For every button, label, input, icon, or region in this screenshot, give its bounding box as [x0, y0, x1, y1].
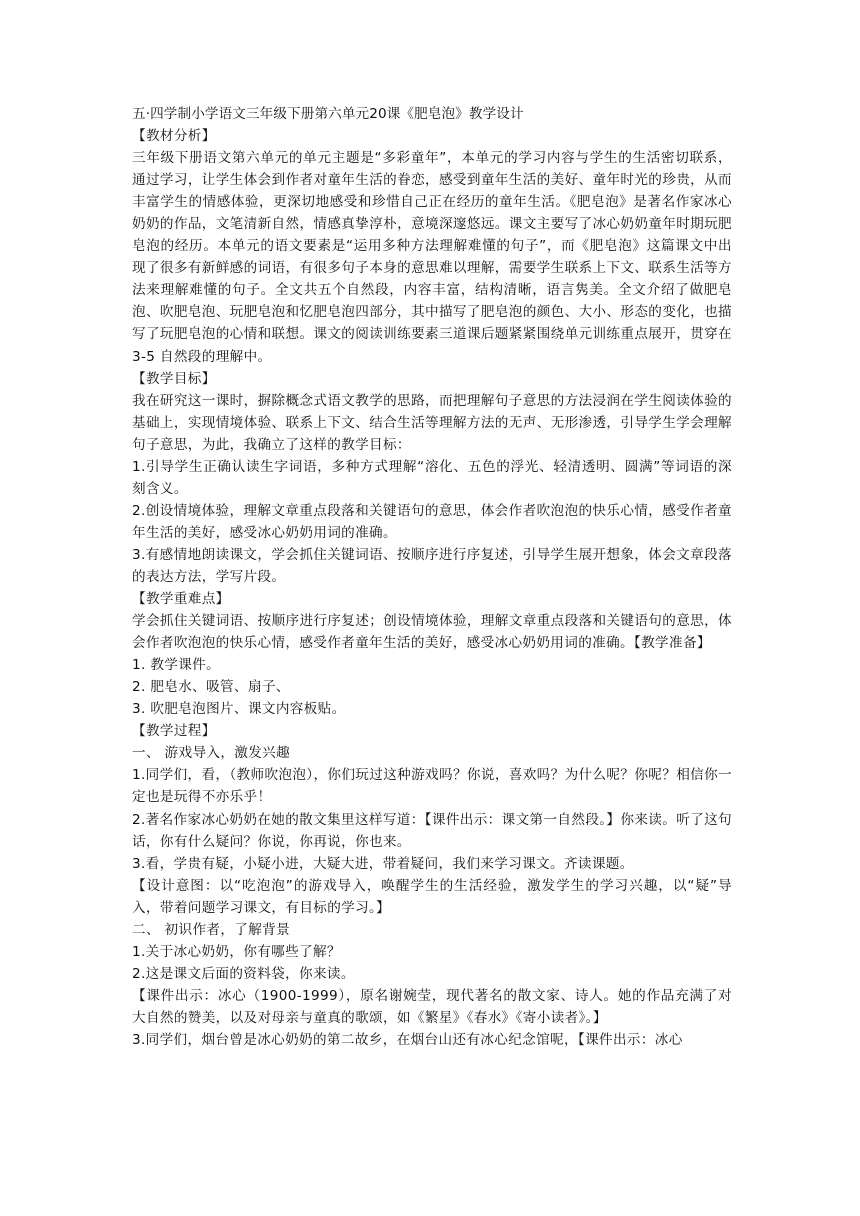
document-body: [132, 103, 732, 1051]
design-intent-1: 【设计意图：以“吃泡泡”的游戏导入，唤醒学生的生活经验，激发学生的学习兴趣，以“疑”导入，带着问题学习课文，有目标的学习。】: [132, 877, 732, 916]
process-step-1-item-2: 2.著名作家冰心奶奶在她的散文集里这样写道：【课件出示：课文第一自然段。】你来读。听了这句话，你有什么疑问？你说，你再说，你也来。: [132, 811, 732, 850]
goal-item-1: 1.引导学生正确认读生字词语，多种方式理解“溶化、五色的浮光、轻清透明、圆满”等词语的深刻含义。: [132, 458, 732, 497]
section-heading-teaching-goals: 【教学目标】: [132, 370, 216, 387]
courseware-bingxin-bio: 【课件出示：冰心（1900-1999），原名谢婉莹，现代著名的散文家、诗人。她的作品充满了对大自然的赞美，以及对母亲与童真的歌颂，如《繁星》《春水》《寄小读者》。】: [132, 987, 732, 1026]
process-step-2-item-1: 1.关于冰心奶奶，你有哪些了解？: [132, 943, 341, 960]
paragraph-material-analysis: 三年级下册语文第六单元的单元主题是“多彩童年”，本单元的学习内容与学生的生活密切联系，通过学习，让学生体会到作者对童年生活的眷恋，感受到童年生活的美好、童年时光的珍贵，从而丰富学生的情感体验，更深切地感受和珍惜自己正在经历的童年生活。《肥皂泡》是著名作家冰心奶奶的作品，文笔清新自然，情感真挚淳朴，意境深邃悠远。课文主要写了冰心奶奶童年时期玩肥皂泡的经历。本单元的语文要素是“运用多种方法理解难懂的句子”，而《肥皂泡》这篇课文中出现了很多有新鲜感的词语，有很多句子本身的意思难以理解，需要学生联系上下文、联系生活等方法来理解难懂的句子。全文共五个自然段，内容丰富，结构清晰，语言隽美。全文介绍了做肥皂泡、吹肥皂泡、玩肥皂泡和忆肥皂泡四部分，其中描写了肥皂泡的颜色、大小、形态的变化，也描写了玩肥皂泡的心情和联想。课文的阅读训练要素三道课后题紧紧围绕单元训练重点展开，贯穿在 3-5 自然段的理解中。: [132, 150, 732, 365]
process-step-1-heading: 一、 游戏导入，激发兴趣: [132, 745, 291, 762]
document-title: 五·四学制小学语文三年级下册第六单元20课《肥皂泡》教学设计: [132, 106, 524, 122]
process-step-1-item-3: 3.看，学贵有疑，小疑小进，大疑大进，带着疑问，我们来学习课文。齐读课题。: [132, 855, 634, 872]
prep-item-2: 2. 肥皂水、吸管、扇子、: [132, 679, 290, 696]
prep-item-1: 1. 教学课件。: [132, 657, 221, 674]
section-heading-key-points: 【教学重难点】: [132, 591, 230, 608]
paragraph-key-points: 学会抓住关键词语、按顺序进行序复述；创设情境体验，理解文章重点段落和关键语句的意思，体会作者吹泡泡的快乐心情，感受作者童年生活的美好，感受冰心奶奶用词的准确。【教学准备】: [132, 613, 732, 652]
paragraph-goals-intro: 我在研究这一课时，摒除概念式语文教学的思路，而把理解句子意思的方法浸润在学生阅读体验的基础上，实现情境体验、联系上下文、结合生活等理解方法的无声、无形渗透，引导学生学会理解句子意思，为此，我确立了这样的教学目标：: [132, 392, 732, 453]
process-step-2-heading: 二、 初识作者，了解背景: [132, 921, 291, 938]
goal-item-2: 2.创设情境体验，理解文章重点段落和关键语句的意思，体会作者吹泡泡的快乐心情，感受作者童年生活的美好，感受冰心奶奶用词的准确。: [132, 502, 732, 541]
process-step-2-item-2: 2.这是课文后面的资料袋，你来读。: [132, 965, 355, 982]
goal-item-3: 3.有感情地朗读课文，学会抓住关键词语、按顺序进行序复述，引导学生展开想象，体会文章段落的表达方法，学写片段。: [132, 546, 732, 585]
section-heading-process: 【教学过程】: [132, 723, 216, 740]
process-step-1-item-1: 1.同学们，看，（教师吹泡泡），你们玩过这种游戏吗？你说，喜欢吗？为什么呢？你呢？相信你一定也是玩得不亦乐乎！: [132, 767, 732, 806]
section-heading-material-analysis: 【教材分析】: [132, 128, 216, 145]
process-step-2-item-3: 3.同学们，烟台曾是冰心奶奶的第二故乡，在烟台山还有冰心纪念馆呢，【课件出示：冰心: [132, 1031, 683, 1048]
prep-item-3: 3. 吹肥皂泡图片、课文内容板贴。: [132, 701, 346, 718]
